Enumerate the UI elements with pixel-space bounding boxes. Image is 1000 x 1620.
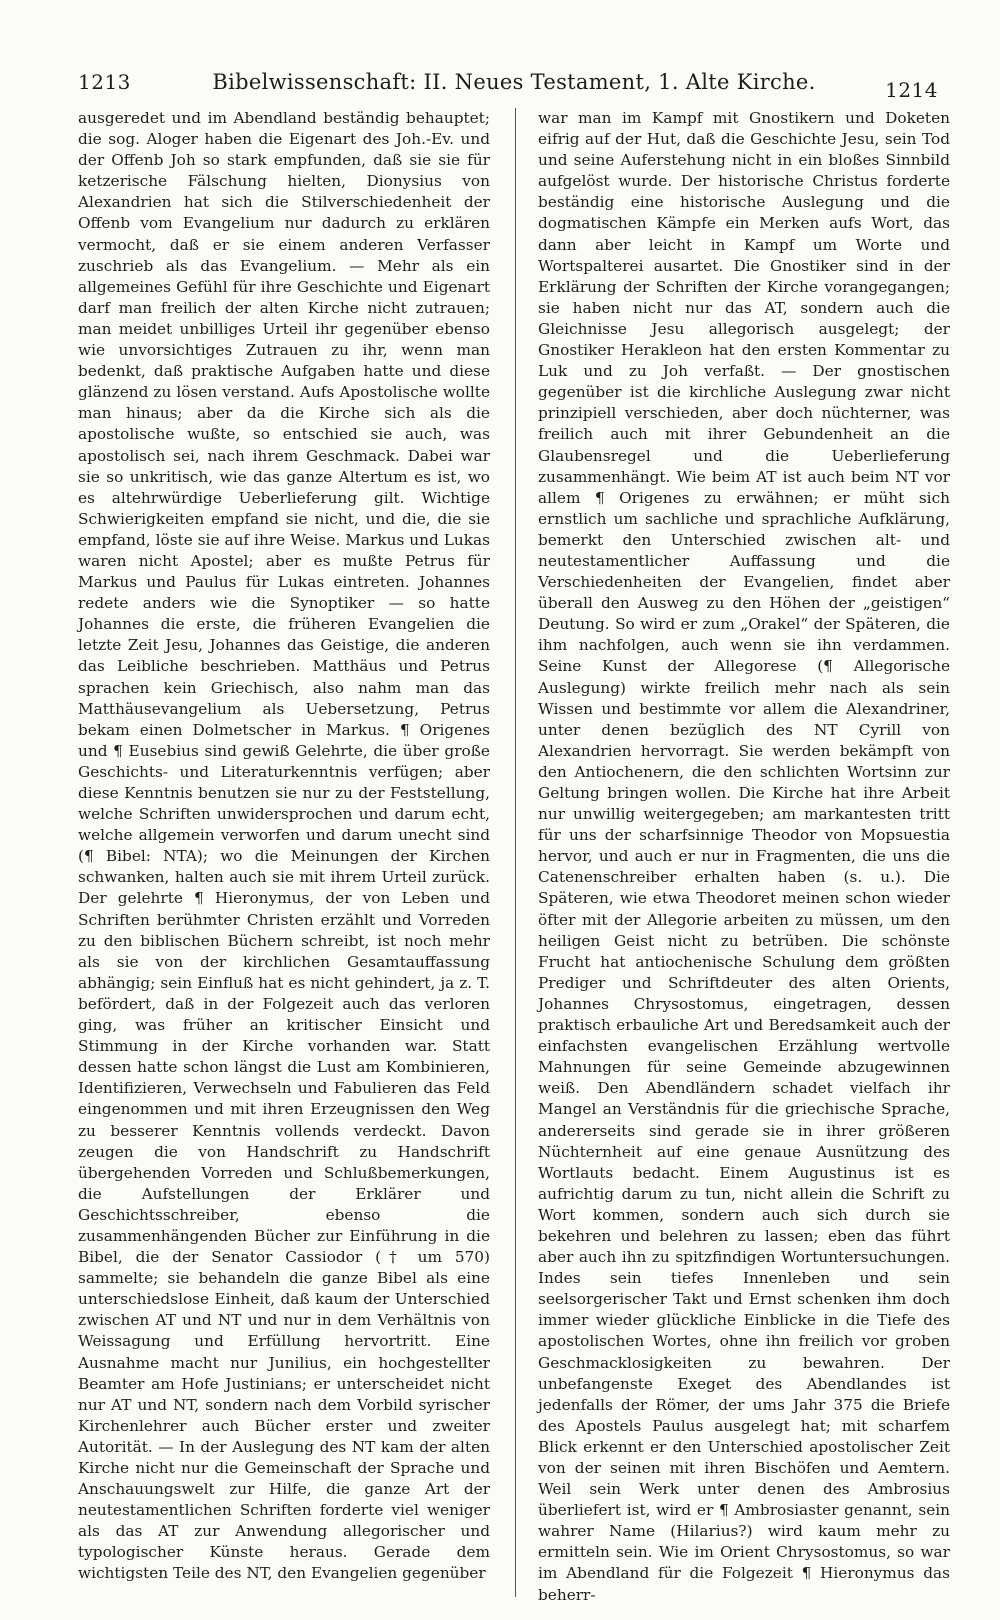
running-header — [78, 56, 950, 108]
column-left-text: ausgeredet und im Abendland beständig behauptet; die sog. Aloger haben die Eigenart des Joh.-Ev. und der Offenb Joh so stark empfunden, daß sie sie für ketzerische Fälschung hielten, Dionysius von Alexandrien hat sich die Stilverschiedenheit der Offenb vom Evangelium nur dadurch zu erklären vermocht, daß er sie einem anderen Verfasser zuschrieb als das Evangelium. — Mehr als ein allgemeines Gefühl für ihre Geschichte und Eigenart darf man freilich der alten Kirche nicht zutrauen; man meidet unbilliges Urteil ihr gegenüber ebenso wie unvorsichtiges Zutrauen zu ihr, wenn man bedenkt, daß praktische Aufgaben hatte und diese glänzend zu lösen verstand. Aufs Apostolische wollte man hinaus; aber da die Kirche sich als die apostolische wußte, so entschied sie auch, was apostolisch sei, nach ihrem Geschmack. Dabei war sie so unkritisch, wie das ganze Altertum es ist, wo es altehrwürdige Ueberlieferung gilt. Wichtige Schwierigkeiten empfand sie nicht, und die, die sie empfand, löste sie auf ihre Weise. Markus und Lukas waren nicht Apostel; aber es mußte Petrus für Markus und Paulus für Lukas eintreten. Johannes redete anders wie die Synoptiker — so hatte Johannes die erste, die früheren Evangelien die letzte Zeit Jesu, Johannes das Geistige, die anderen das Leibliche beschrieben. Matthäus und Petrus sprachen kein Griechisch, also nahm man das Matthäusevangelium als Uebersetzung, Petrus bekam einen Dolmetscher in Markus. ¶ Origenes und ¶ Eusebius sind gewiß Gelehrte, die über große Geschichts- und Literaturkenntnis verfügen; aber diese Kenntnis benutzen sie nur zu der Feststellung, welche Schriften unwidersprochen und darum echt, welche allgemein verworfen und darum unecht sind (¶ Bibel: NTA); wo die Meinungen der Kirchen schwanken, halten auch sie mit ihrem Urteil zurück. Der gelehrte ¶ Hieronymus, der von Leben und Schriften berühmter Christen erzählt und Vorreden zu den biblischen Büchern schreibt, ist noch mehr als sie von der kirchlichen Gesamtauffassung abhängig; sein Einfluß hat es nicht gehindert, ja z. T. befördert, daß in der Folgezeit auch das verloren ging, was früher an kritischer Einsicht und Stimmung in der Kirche vorhanden war. Statt dessen hatte schon längst die Lust am Kombinieren, Identifizieren, Verwechseln und Fabulieren das Feld eingenommen und mit ihren Erzeugnissen den Weg zu besserer Kenntnis vollends verdeckt. Davon zeugen die von Handschrift zu Handschrift übergehenden Vorreden und Schlußbemerkungen, die Aufstellungen der Erklärer und Geschichtsschreiber, ebenso die zusammenhängenden Bücher zur Einführung in die Bibel, die der Senator Cassiodor († um 570) sammelte; sie behandeln die ganze Bibel als eine unterschiedslose Einheit, daß kaum der Unterschied zwischen AT und NT und nur in dem Verhältnis von Weissagung und Erfüllung hervortritt. Eine Ausnahme macht nur Junilius, ein hochgestellter Beamter am Hofe Justinians; er unterscheidet nicht nur AT und NT, sondern nach dem Vorbild syrischer Kirchenlehrer auch Bücher erster und zweiter Autorität. — In der Auslegung des NT kam der alten Kirche nicht nur die Gemeinschaft der Sprache und Anschauungswelt zur Hilfe, die ganze Art der neutestamentlichen Schriften forderte viel weniger als das AT zur Anwendung allegorischer und typologischer Künste heraus. Gerade dem wichtigsten Teile des NT, den Evangelien gegenüber — [78, 109, 490, 1583]
page-number-left: 1213 — [78, 70, 131, 94]
column-left — [78, 108, 490, 1603]
running-title: Bibelwissenschaft: II. Neues Testament, 1. Alte Kirche. — [212, 70, 816, 94]
text-columns — [78, 108, 950, 1603]
page-number-right: 1214 — [885, 78, 938, 102]
column-divider — [515, 108, 516, 1597]
column-right-text: war man im Kampf mit Gnostikern und Doketen eifrig auf der Hut, daß die Geschichte Jesu, sein Tod und seine Auferstehung nicht in ein bloßes Sinnbild aufgelöst wurde. Der historische Christus forderte beständig eine historische Auslegung und die dogmatischen Kämpfe ein Merken aufs Wort, das dann aber leicht in Kampf um Worte und Wortspalterei ausartet. Die Gnostiker sind in der Erklärung der Schriften der Kirche vorangegangen; sie haben nicht nur das AT, sondern auch die Gleichnisse Jesu allegorisch ausgelegt; der Gnostiker Herakleon hat den ersten Kommentar zu Luk und zu Joh verfaßt. — Der gnostischen gegenüber ist die kirchliche Auslegung zwar nicht prinzipiell verschieden, aber doch nüchterner, was freilich auch mit ihrer Gebundenheit an die Glaubensregel und die Ueberlieferung zusammenhängt. Wie beim AT ist auch beim NT vor allem ¶ Origenes zu erwähnen; er müht sich ernstlich um sachliche und sprachliche Aufklärung, bemerkt den Unterschied zwischen alt- und neutestamentlicher Auffassung und die Verschiedenheiten der Evangelien, findet aber überall den Ausweg zu den Höhen der „geistigen“ Deutung. So wird er zum „Orakel“ der Späteren, die ihm nachfolgen, auch wenn sie ihn verdammen. Seine Kunst der Allegorese (¶ Allegorische Auslegung) wirkte freilich mehr nach als sein Wissen und bestimmte vor allem die Alexandriner, unter denen bezüglich des NT Cyrill von Alexandrien hervorragt. Sie werden bekämpft von den Antiochenern, die den schlichten Wortsinn zur Geltung bringen wollen. Die Kirche hat ihre Arbeit nur unwillig weitergegeben; am markantesten tritt für uns der scharfsinnige Theodor von Mopsuestia hervor, und auch er nur in Fragmenten, die uns die Catenenschreiber erhalten haben (s. u.). Die Späteren, wie etwa Theodoret meinen schon wieder öfter mit der Allegorie arbeiten zu müssen, um den heiligen Geist nicht zu betrüben. Die schönste Frucht hat antiochenische Schulung dem größten Prediger und Schriftdeuter des alten Orients, Johannes Chrysostomus, eingetragen, dessen praktisch erbauliche Art und Beredsamkeit auch der einfachsten evangelischen Erzählung wertvolle Mahnungen für seine Gemeinde abzugewinnen weiß. Den Abendländern schadet vielfach ihr Mangel an Verständnis für die griechische Sprache, andererseits sind gerade sie in ihrer größeren Nüchternheit auf eine genaue Ausnützung des Wortlauts bedacht. Einem Augustinus ist es aufrichtig darum zu tun, nicht allein die Schrift zu Wort kommen, sondern auch sich durch sie bekehren und belehren zu lassen; eben das führt aber auch ihn zu spitzfindigen Wortuntersuchungen. Indes sein tiefes Innenleben und sein seelsorgerischer Takt und Ernst schenken ihm doch immer wieder glückliche Einblicke in die Tiefe des apostolischen Wortes, ohne ihn freilich vor groben Geschmacklosigkeiten zu bewahren. Der unbefangenste Exeget des Abendlandes ist jedenfalls der Römer, der ums Jahr 375 die Briefe des Apostels Paulus ausgelegt hat; mit scharfem Blick erkennt er den Unterschied apostolischer Zeit von der seinen mit ihren Bischöfen und Aemtern. Weil sein Werk unter denen des Ambrosius überliefert ist, wird er ¶ Ambrosiaster genannt, sein wahrer Name (Hilarius?) wird kaum mehr zu ermitteln sein. Wie im Orient Chrysostomus, so war im Abendland für die Folgezeit ¶ Hieronymus das beherr- — [538, 109, 950, 1604]
column-right — [538, 108, 950, 1603]
